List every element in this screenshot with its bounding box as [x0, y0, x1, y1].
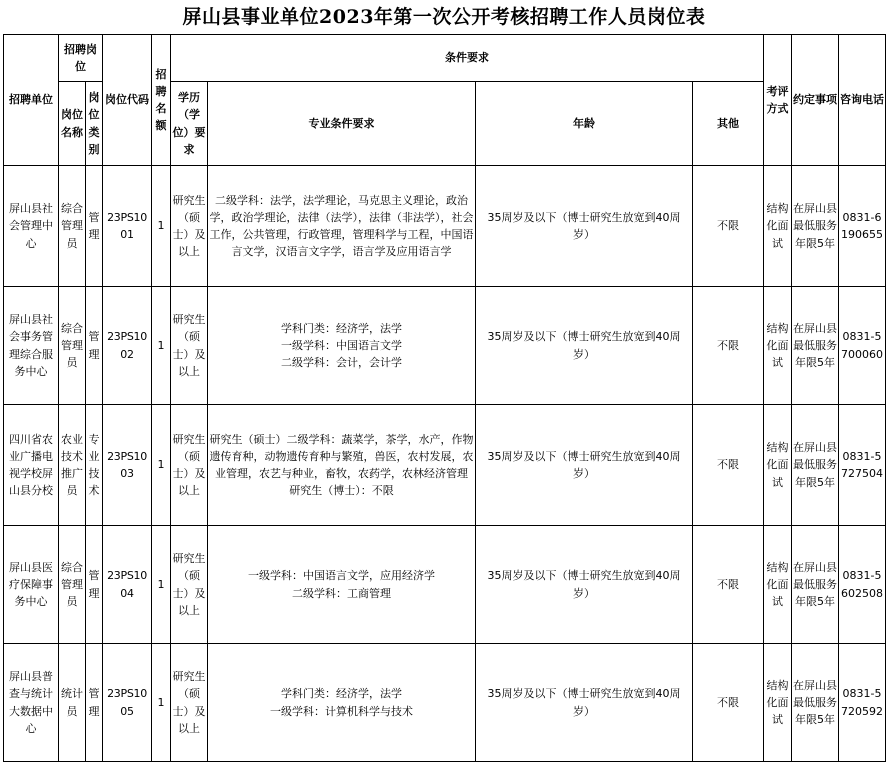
major-line: 一级学科：计算机科学与技术: [270, 704, 413, 718]
phone-cell: 0831-5602508: [839, 526, 886, 644]
position-code-cell: 23PS1001: [103, 166, 152, 287]
unit-cell: 屏山县社会管理中心: [4, 166, 59, 287]
position-code-cell: 23PS1003: [103, 405, 152, 526]
major-line: 研究生（博士）：不限: [289, 484, 394, 498]
age-cell: 35周岁及以下（博士研究生放宽到40周岁）: [476, 526, 693, 644]
exam-method-cell: 结构化面试: [764, 526, 792, 644]
phone-cell: 0831-6190655: [839, 166, 886, 287]
phone-cell: 0831-5727504: [839, 405, 886, 526]
page-title: 屏山县事业单位2023年第一次公开考核招聘工作人员岗位表: [182, 6, 706, 28]
position-name-cell: 综合管理员: [59, 287, 86, 405]
quota-cell: 1: [152, 644, 171, 762]
major-cell: [208, 644, 476, 762]
quota-cell: 1: [152, 526, 171, 644]
position-type-cell: 管理: [86, 644, 103, 762]
table-row: [4, 526, 886, 644]
header-row-1: [4, 35, 886, 82]
quota-cell: 1: [152, 166, 171, 287]
header-conditions: 条件要求: [171, 35, 764, 82]
major-line: 研究生（硕士）二级学科：蔬菜学，茶学，水产，作物遗传育种，动物遗传育种与繁殖，兽医，农村发展，农业管理，农艺与种业，畜牧，农药学，农林经济管理: [209, 432, 474, 480]
position-type-cell: 管理: [86, 166, 103, 287]
header-position-type: 岗位类别: [86, 82, 103, 166]
agreed-terms-cell: 在屏山县最低服务年限5年: [792, 644, 839, 762]
exam-method-cell: 结构化面试: [764, 287, 792, 405]
header-education: 学历（学位）要求: [171, 82, 208, 166]
major-cell: [208, 166, 476, 287]
major-cell: [208, 405, 476, 526]
header-major: 专业条件要求: [208, 82, 476, 166]
major-line: 一级学科：中国语言文学: [281, 338, 402, 352]
major-cell: [208, 287, 476, 405]
education-cell: 研究生（硕士）及以上: [171, 526, 208, 644]
unit-cell: 屏山县社会事务管理综合服务中心: [4, 287, 59, 405]
education-cell: 研究生（硕士）及以上: [171, 644, 208, 762]
header-term: 约定事项: [792, 35, 839, 166]
header-quota: 招聘名额: [152, 35, 171, 166]
education-cell: 研究生（硕士）及以上: [171, 287, 208, 405]
age-cell: 35周岁及以下（博士研究生放宽到40周岁）: [476, 405, 693, 526]
exam-method-cell: 结构化面试: [764, 166, 792, 287]
header-position-group: 招聘岗位: [59, 35, 103, 82]
table-body: [4, 166, 886, 762]
position-type-cell: 专业技术: [86, 405, 103, 526]
exam-method-cell: 结构化面试: [764, 644, 792, 762]
position-code-cell: 23PS1002: [103, 287, 152, 405]
other-cell: 不限: [693, 526, 764, 644]
header-unit: 招聘单位: [4, 35, 59, 166]
position-name-cell: 综合管理员: [59, 166, 86, 287]
age-cell: 35周岁及以下（博士研究生放宽到40周岁）: [476, 644, 693, 762]
table-row: [4, 405, 886, 526]
unit-cell: 四川省农业广播电视学校屏山县分校: [4, 405, 59, 526]
header-age: 年龄: [476, 82, 693, 166]
position-code-cell: 23PS1005: [103, 644, 152, 762]
position-name-cell: 统计员: [59, 644, 86, 762]
other-cell: 不限: [693, 166, 764, 287]
major-line: 二级学科：会计，会计学: [281, 356, 402, 370]
age-cell: 35周岁及以下（博士研究生放宽到40周岁）: [476, 287, 693, 405]
exam-method-cell: 结构化面试: [764, 405, 792, 526]
major-line: 二级学科：法学，法学理论，马克思主义理论，政治学，政治学理论，法律（法学），法律（非法学），社会工作，公共管理，行政管理，管理科学与工程，中国语言文学，汉语言文字学，语言学及应用语言学: [209, 193, 474, 259]
positions-table: [3, 34, 886, 762]
table-row: [4, 166, 886, 287]
header-code: 岗位代码: [103, 35, 152, 166]
position-name-cell: 综合管理员: [59, 526, 86, 644]
table-row: [4, 287, 886, 405]
other-cell: 不限: [693, 287, 764, 405]
other-cell: 不限: [693, 644, 764, 762]
position-name-cell: 农业技术推广员: [59, 405, 86, 526]
agreed-terms-cell: 在屏山县最低服务年限5年: [792, 166, 839, 287]
position-code-cell: 23PS1004: [103, 526, 152, 644]
position-type-cell: 管理: [86, 526, 103, 644]
age-cell: 35周岁及以下（博士研究生放宽到40周岁）: [476, 166, 693, 287]
education-cell: 研究生（硕士）及以上: [171, 405, 208, 526]
header-position-name: 岗位名称: [59, 82, 86, 166]
header-phone: 咨询电话: [839, 35, 886, 166]
header-other: 其他: [693, 82, 764, 166]
major-line: 学科门类：经济学，法学: [281, 321, 402, 335]
education-cell: 研究生（硕士）及以上: [171, 166, 208, 287]
position-type-cell: 管理: [86, 287, 103, 405]
phone-cell: 0831-5720592: [839, 644, 886, 762]
major-line: 二级学科：工商管理: [292, 586, 391, 600]
quota-cell: 1: [152, 405, 171, 526]
agreed-terms-cell: 在屏山县最低服务年限5年: [792, 405, 839, 526]
major-cell: [208, 526, 476, 644]
phone-cell: 0831-5700060: [839, 287, 886, 405]
unit-cell: 屏山县普查与统计大数据中心: [4, 644, 59, 762]
agreed-terms-cell: 在屏山县最低服务年限5年: [792, 287, 839, 405]
other-cell: 不限: [693, 405, 764, 526]
quota-cell: 1: [152, 287, 171, 405]
major-line: 一级学科：中国语言文学，应用经济学: [248, 569, 435, 583]
header-exam: 考评方式: [764, 35, 792, 166]
agreed-terms-cell: 在屏山县最低服务年限5年: [792, 526, 839, 644]
major-line: 学科门类：经济学，法学: [281, 687, 402, 701]
table-row: [4, 644, 886, 762]
unit-cell: 屏山县医疗保障事务中心: [4, 526, 59, 644]
